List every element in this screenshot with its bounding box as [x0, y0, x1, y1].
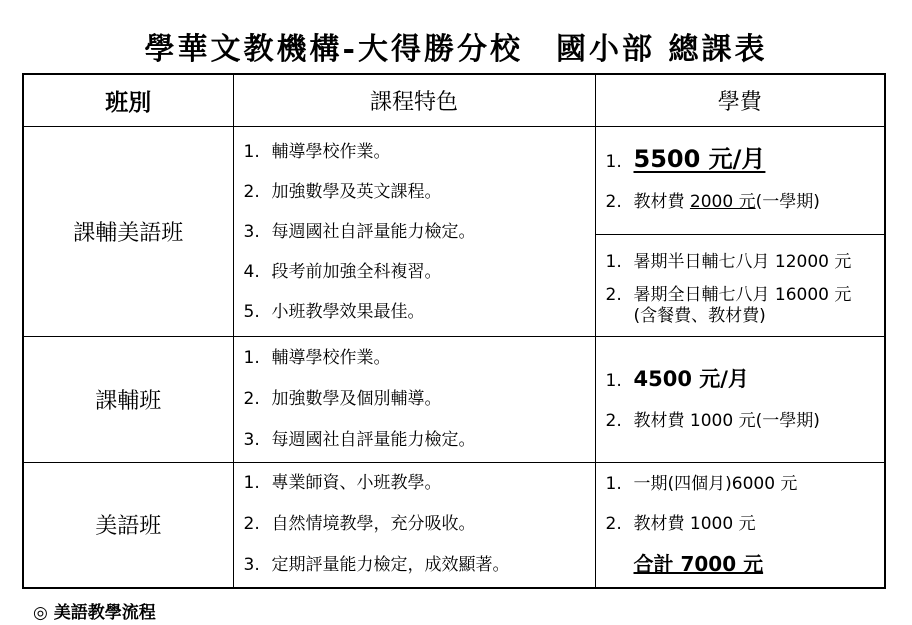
monthly-fee: 4500 元/月	[633, 366, 749, 391]
list-item: 2. 教材費 1000 元(一學期)	[605, 410, 820, 431]
page-title: 學華文教機構-大得勝分校 國小部 總課表	[144, 32, 768, 67]
list-item: 1. 4500 元/月	[605, 366, 749, 391]
list-item: 4. 段考前加強全科複習。	[243, 261, 442, 282]
class-name: 課輔班	[23, 337, 233, 463]
table-header-row	[23, 74, 885, 127]
list-item: 3. 定期評量能力檢定，成效顯著。	[243, 555, 510, 576]
list-item: 1. 專業師資、小班教學。	[243, 473, 442, 494]
table-row	[23, 337, 885, 463]
list-item: 5. 小班教學效果最佳。	[243, 301, 425, 322]
list-item: 3. 每週國社自評量能力檢定。	[243, 430, 476, 450]
list-item: 2. 暑期全日輔七八月 16000 元 (含餐費、教材費)	[605, 284, 852, 326]
fee-cell	[595, 463, 885, 588]
header-class: 班別	[23, 74, 233, 127]
list-item: 1. 5500 元/月	[605, 145, 766, 173]
list-item: 2. 加強數學及個別輔導。	[243, 389, 442, 409]
list-item: 1. 一期(四個月)6000 元	[605, 473, 798, 494]
list-item: 1. 暑期半日輔七八月 12000 元	[605, 251, 852, 272]
list-item: 2. 教材費 1000 元	[605, 513, 756, 534]
fee-cell	[595, 127, 885, 235]
header-fee: 學費	[595, 74, 885, 127]
footer-heading: ◎ 美語教學流程	[33, 603, 156, 623]
list-item: 2. 加強數學及英文課程。	[243, 181, 442, 202]
class-name: 美語班	[23, 463, 233, 588]
table-row	[23, 127, 885, 235]
fee-cell	[595, 337, 885, 463]
list-item: 1. 輔導學校作業。	[243, 141, 391, 162]
list-item: 2. 自然情境教學，充分吸收。	[243, 514, 476, 535]
table-row	[23, 463, 885, 588]
list-item: 2. 教材費 2000 元(一學期)	[605, 192, 820, 212]
header-features: 課程特色	[233, 74, 595, 127]
feature-list	[233, 337, 595, 463]
feature-list	[233, 127, 595, 337]
monthly-fee: 5500 元/月	[633, 145, 766, 173]
class-name: 課輔美語班	[23, 127, 233, 337]
feature-list	[233, 463, 595, 588]
total-fee: 合計 7000 元	[633, 551, 764, 576]
schedule-table	[22, 73, 886, 589]
list-item: 1. 輔導學校作業。	[243, 348, 391, 368]
list-item: 3. 每週國社自評量能力檢定。	[243, 221, 476, 242]
summer-fee-cell	[595, 235, 885, 337]
list-item	[606, 544, 885, 586]
